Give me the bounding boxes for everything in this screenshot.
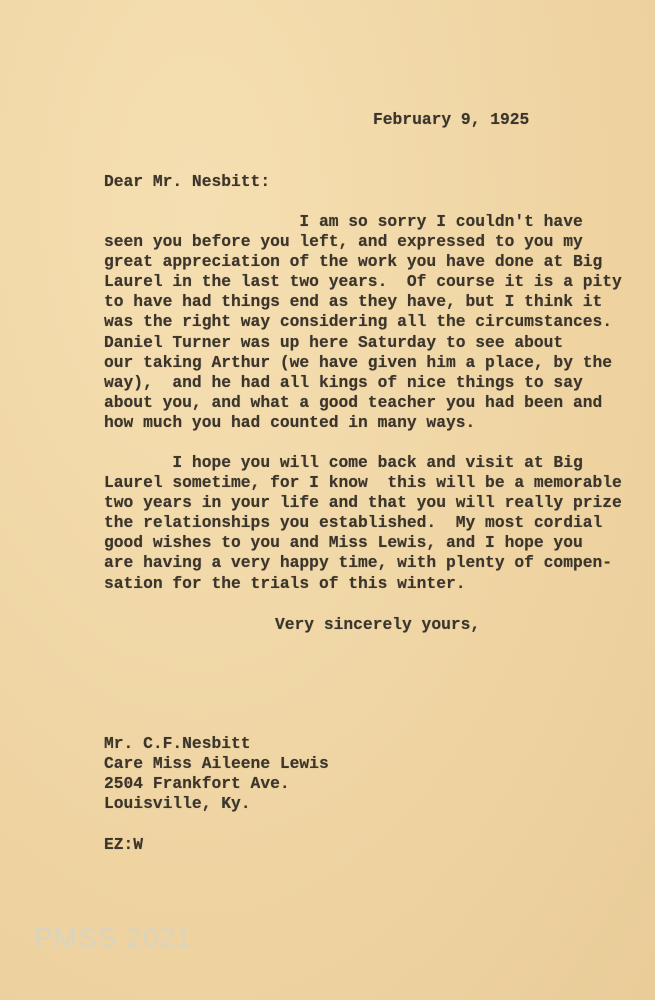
text-line: I hope you will come back and visit at Big (104, 453, 583, 472)
text-line: Laurel sometime, for I know this will be a memorable (104, 473, 622, 493)
text-line: great appreciation of the work you have done at Big (104, 252, 603, 272)
text-line: Laurel in the last two years. Of course it is a pity (104, 272, 622, 292)
paragraph-2 (104, 453, 622, 594)
text-line: how much you had counted in many ways. (104, 412, 476, 432)
watermark: PMSS 2021 (34, 922, 193, 953)
text-line: our taking Arthur (we have given him a place, by the (104, 352, 613, 372)
text-line: are having a very happy time, with plenty of compen- (104, 553, 613, 573)
closing: Very sincerely yours, (275, 615, 481, 634)
address-line: Mr. C.F.Nesbitt (104, 734, 251, 753)
address-line: 2504 Frankfort Ave. (104, 774, 290, 794)
address-line: Care Miss Aileene Lewis (104, 754, 329, 774)
salutation: Dear Mr. Nesbitt: (104, 172, 271, 191)
text-line: seen you before you left, and expressed to you my (104, 232, 583, 252)
text-line: good wishes to you and Miss Lewis, and I hope you (104, 533, 583, 553)
paragraph-1 (104, 212, 622, 433)
text-line: I am so sorry I couldn't have (104, 212, 583, 231)
address-line: Louisville, Ky. (104, 794, 251, 814)
letter-date: February 9, 1925 (373, 110, 530, 129)
recipient-address (104, 734, 329, 814)
text-line: the relationships you established. My most cordial (104, 513, 603, 533)
text-line: two years in your life and that you will really prize (104, 493, 622, 513)
text-line: sation for the trials of this winter. (104, 573, 466, 593)
text-line: about you, and what a good teacher you had been and (104, 392, 603, 412)
text-line: way), and he had all kings of nice things to say (104, 372, 583, 392)
text-line: was the right way considering all the circumstances. (104, 312, 613, 332)
text-line: to have had things end as they have, but I think it (104, 292, 603, 312)
text-line: Daniel Turner was up here Saturday to see about (104, 332, 564, 352)
typist-initials: EZ:W (104, 835, 144, 854)
